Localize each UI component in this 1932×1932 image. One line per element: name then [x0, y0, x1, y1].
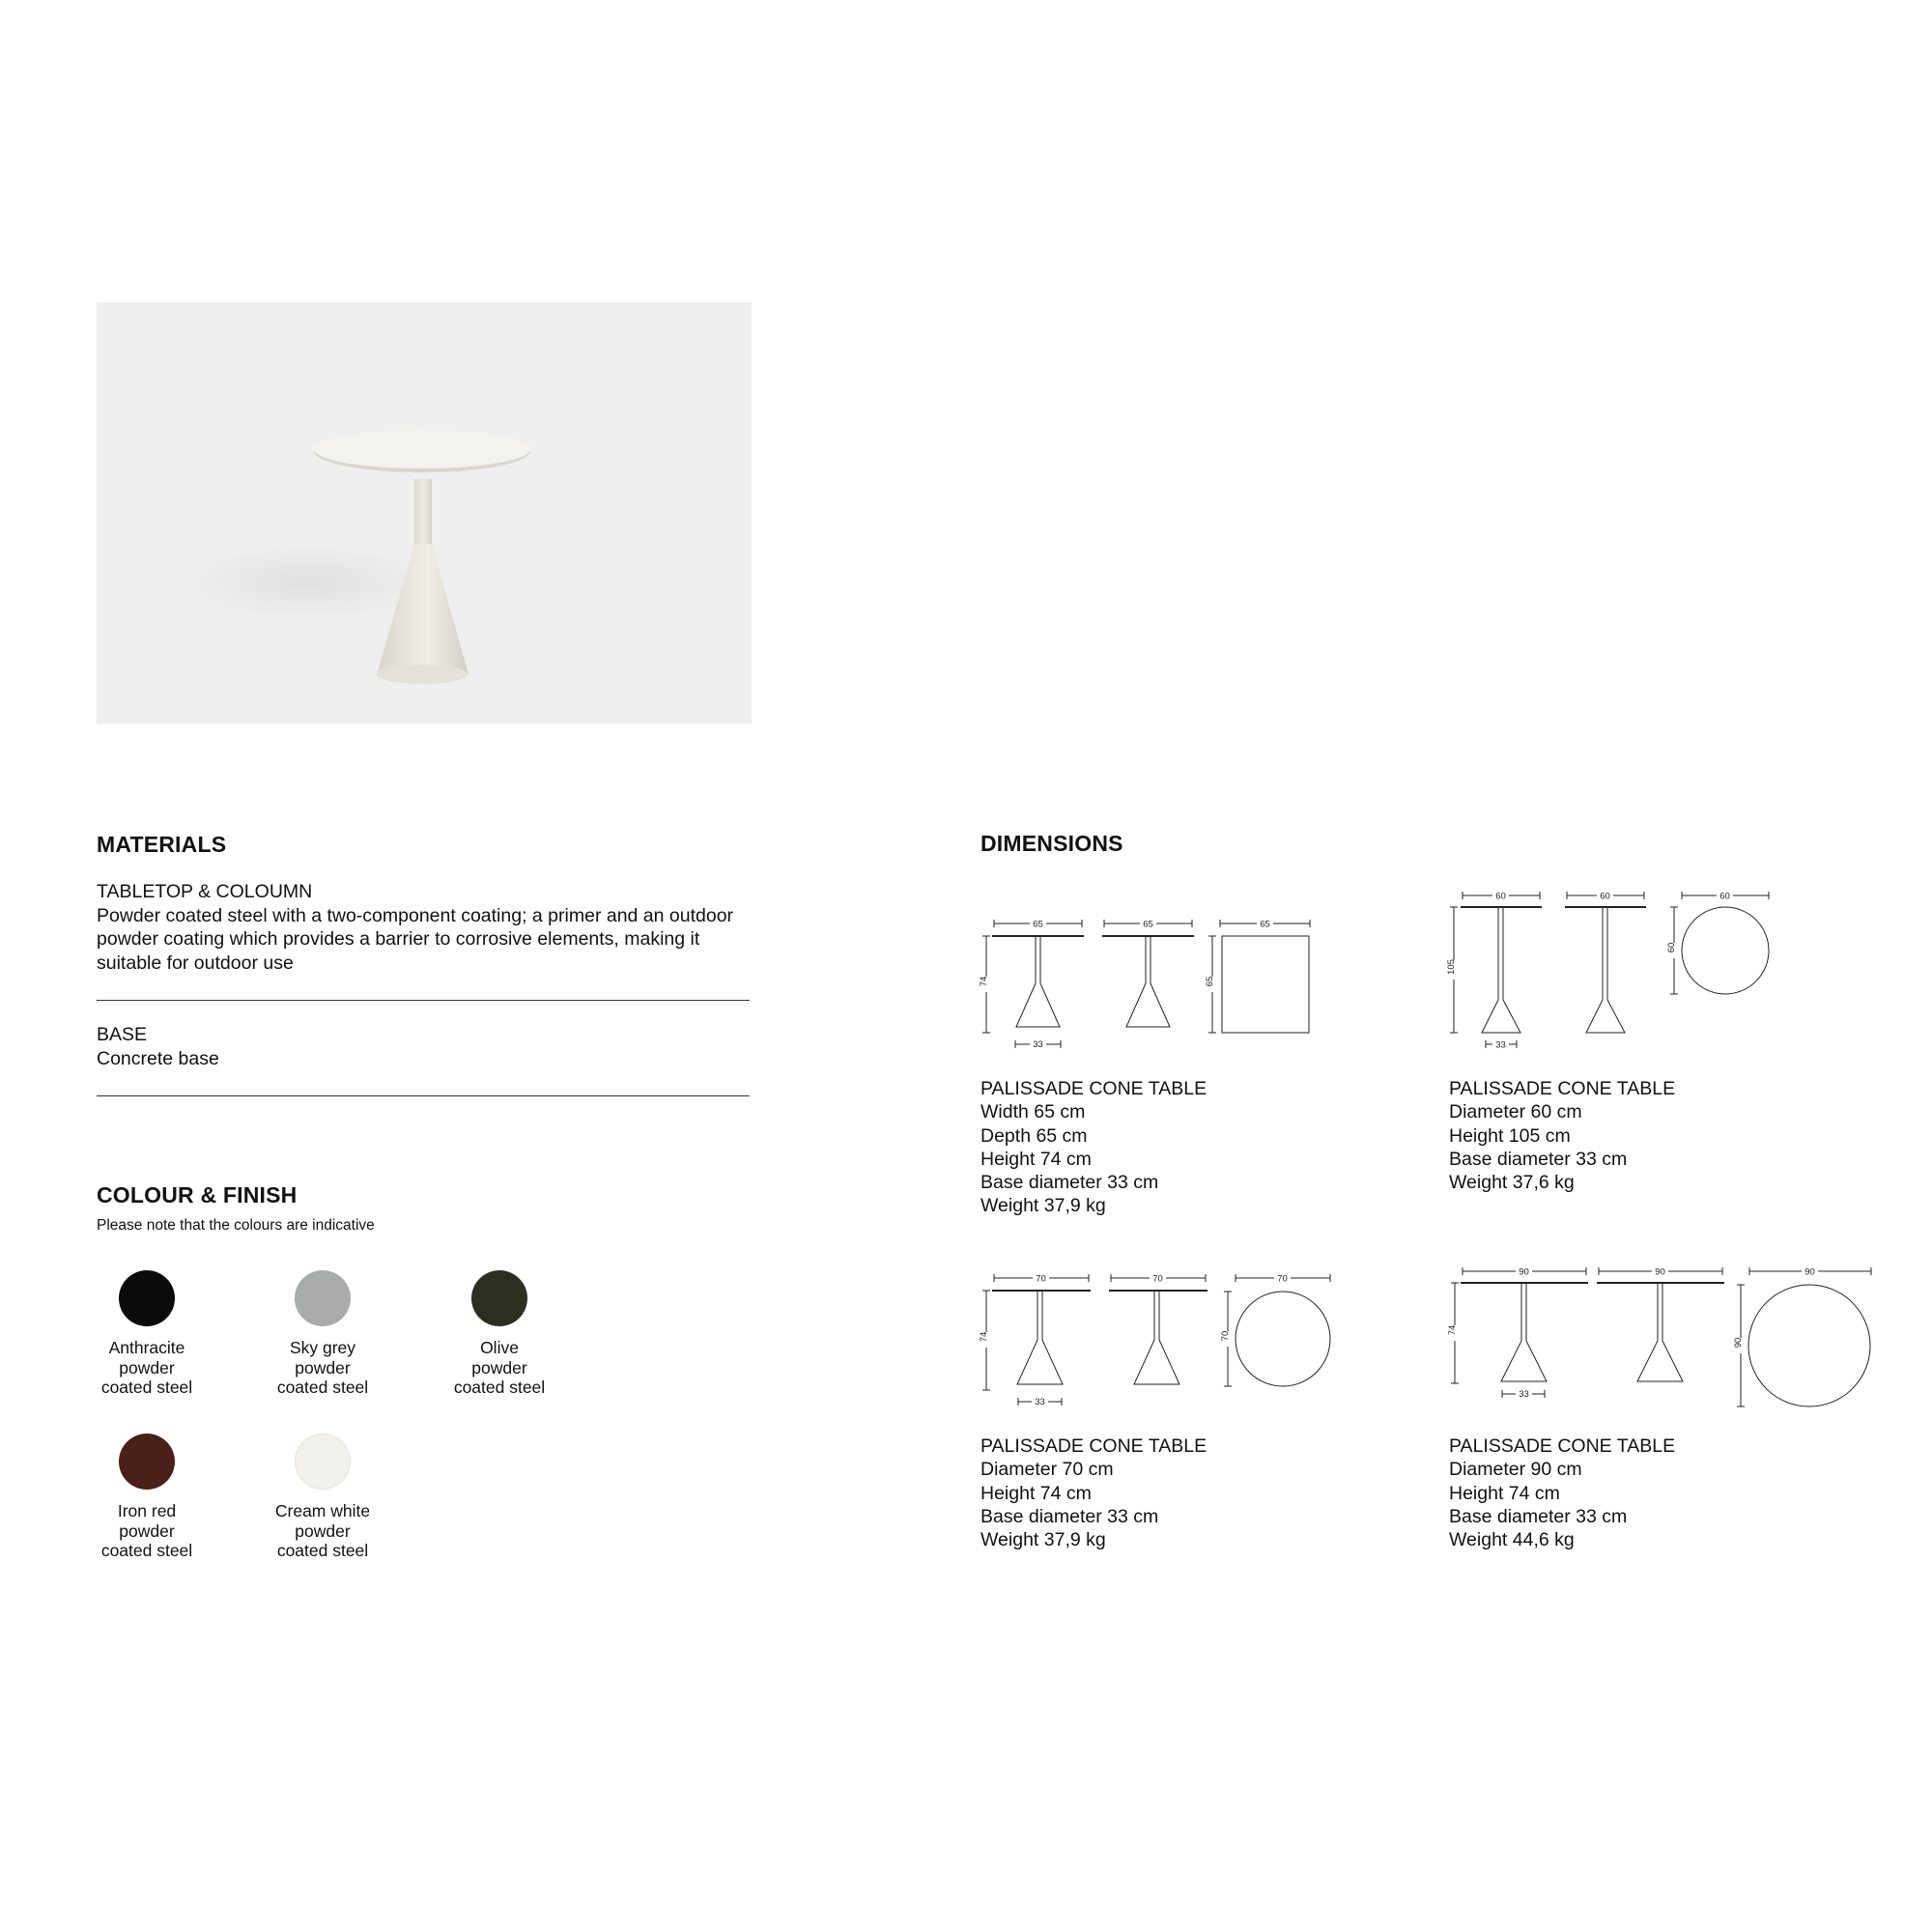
spec-line: Diameter 60 cm — [1449, 1101, 1582, 1123]
spec-line: Width 65 cm — [980, 1101, 1086, 1123]
spec-block — [980, 1077, 1207, 1218]
dim-label-height: 74 — [979, 976, 989, 987]
swatch-dot — [119, 1270, 175, 1326]
dimension-drawing-round-60 — [1446, 886, 1782, 1055]
dim-label-plan-top: 70 — [1277, 1273, 1288, 1285]
divider — [97, 1095, 750, 1096]
material-tabletop-text: Powder coated steel with a two-component coating; a primer and an outdoor powder coating which provides a barrier to corrosive elements, making it suitable for outdoor use — [97, 904, 734, 974]
swatch-dot — [119, 1434, 175, 1490]
spec-title: PALISSADE CONE TABLE — [980, 1078, 1208, 1099]
swatch-label: Anthracite powder coated steel — [100, 1338, 193, 1397]
dim-label-plan-side: 90 — [1733, 1337, 1744, 1349]
material-base — [97, 1023, 753, 1070]
dim-label-top: 90 — [1655, 1266, 1665, 1278]
spec-line: Height 74 cm — [1449, 1482, 1560, 1504]
swatch-dot — [471, 1270, 527, 1326]
spec-title: PALISSADE CONE TABLE — [980, 1435, 1208, 1457]
material-tabletop — [97, 880, 753, 975]
swatch-dot — [295, 1434, 351, 1490]
swatch-cream-white — [245, 1434, 400, 1561]
swatch-label: Cream white powder coated steel — [274, 1501, 371, 1560]
spec-title: PALISSADE CONE TABLE — [1449, 1078, 1676, 1099]
spec-title: PALISSADE CONE TABLE — [1449, 1435, 1676, 1457]
dim-label-top: 90 — [1519, 1266, 1529, 1278]
product-photo — [97, 302, 752, 724]
dim-label-height: 105 — [1446, 959, 1457, 975]
dim-label-top: 65 — [1033, 919, 1043, 930]
cone-table-illustration — [97, 302, 752, 724]
spec-line: Weight 37,9 kg — [980, 1195, 1106, 1217]
spec-block — [1449, 1435, 1675, 1551]
spec-line: Weight 44,6 kg — [1449, 1529, 1575, 1551]
dim-label-top: 65 — [1143, 919, 1153, 930]
spec-line: Weight 37,9 kg — [980, 1529, 1106, 1551]
dimension-drawing-round-90 — [1449, 1264, 1874, 1418]
spec-line: Height 74 cm — [980, 1482, 1092, 1504]
spec-line: Height 105 cm — [1449, 1124, 1571, 1147]
dim-label-plan-top: 90 — [1804, 1266, 1815, 1278]
dim-label-plan-top: 60 — [1719, 891, 1730, 902]
material-tabletop-title: TABLETOP & COLOUMN — [97, 881, 313, 902]
spec-line: Base diameter 33 cm — [980, 1505, 1159, 1527]
dim-label-base: 33 — [1035, 1397, 1045, 1407]
spec-line: Base diameter 33 cm — [980, 1172, 1159, 1194]
swatch-anthracite — [70, 1270, 224, 1398]
spec-line: Height 74 cm — [980, 1148, 1092, 1170]
dim-label-top: 60 — [1600, 891, 1610, 902]
dimensions-heading: DIMENSIONS — [980, 831, 1123, 856]
dim-label-height: 74 — [979, 1331, 989, 1343]
dim-label-top: 60 — [1495, 891, 1506, 902]
dim-label-top: 70 — [1152, 1273, 1163, 1285]
dim-label-top: 70 — [1036, 1273, 1046, 1285]
spec-line: Base diameter 33 cm — [1449, 1505, 1628, 1527]
spec-block — [980, 1435, 1207, 1551]
spec-line: Diameter 70 cm — [980, 1459, 1114, 1481]
material-base-text: Concrete base — [97, 1047, 219, 1069]
spec-line: Weight 37,6 kg — [1449, 1172, 1575, 1194]
dim-label-plan-side: 70 — [1220, 1330, 1231, 1342]
divider — [97, 1000, 750, 1001]
swatch-label: Iron red powder coated steel — [100, 1501, 193, 1560]
spec-line: Diameter 90 cm — [1449, 1459, 1582, 1481]
material-base-title: BASE — [97, 1024, 148, 1045]
dim-label-base: 33 — [1495, 1039, 1506, 1051]
swatch-olive — [422, 1270, 577, 1398]
dim-label-height: 74 — [1447, 1324, 1458, 1336]
dim-label-plan-top: 65 — [1260, 919, 1270, 930]
dim-label-base: 33 — [1519, 1389, 1529, 1400]
colour-heading: COLOUR & FINISH — [97, 1182, 298, 1208]
swatch-sky-grey — [245, 1270, 400, 1398]
dim-label-plan-side: 65 — [1205, 976, 1215, 987]
spec-line: Depth 65 cm — [980, 1124, 1088, 1147]
spec-line: Base diameter 33 cm — [1449, 1148, 1628, 1170]
spec-block — [1449, 1077, 1675, 1194]
dimension-drawing-square-65 — [980, 913, 1348, 1053]
dimension-drawing-round-70 — [980, 1270, 1348, 1410]
materials-heading: MATERIALS — [97, 832, 227, 857]
dim-label-plan-side: 60 — [1666, 942, 1677, 953]
colour-note: Please note that the colours are indicative — [97, 1217, 375, 1234]
swatch-dot — [295, 1270, 351, 1326]
dim-label-base: 33 — [1033, 1039, 1043, 1050]
swatch-label: Olive powder coated steel — [453, 1338, 546, 1397]
swatch-iron-red — [70, 1434, 224, 1561]
swatch-label: Sky grey powder coated steel — [276, 1338, 369, 1397]
